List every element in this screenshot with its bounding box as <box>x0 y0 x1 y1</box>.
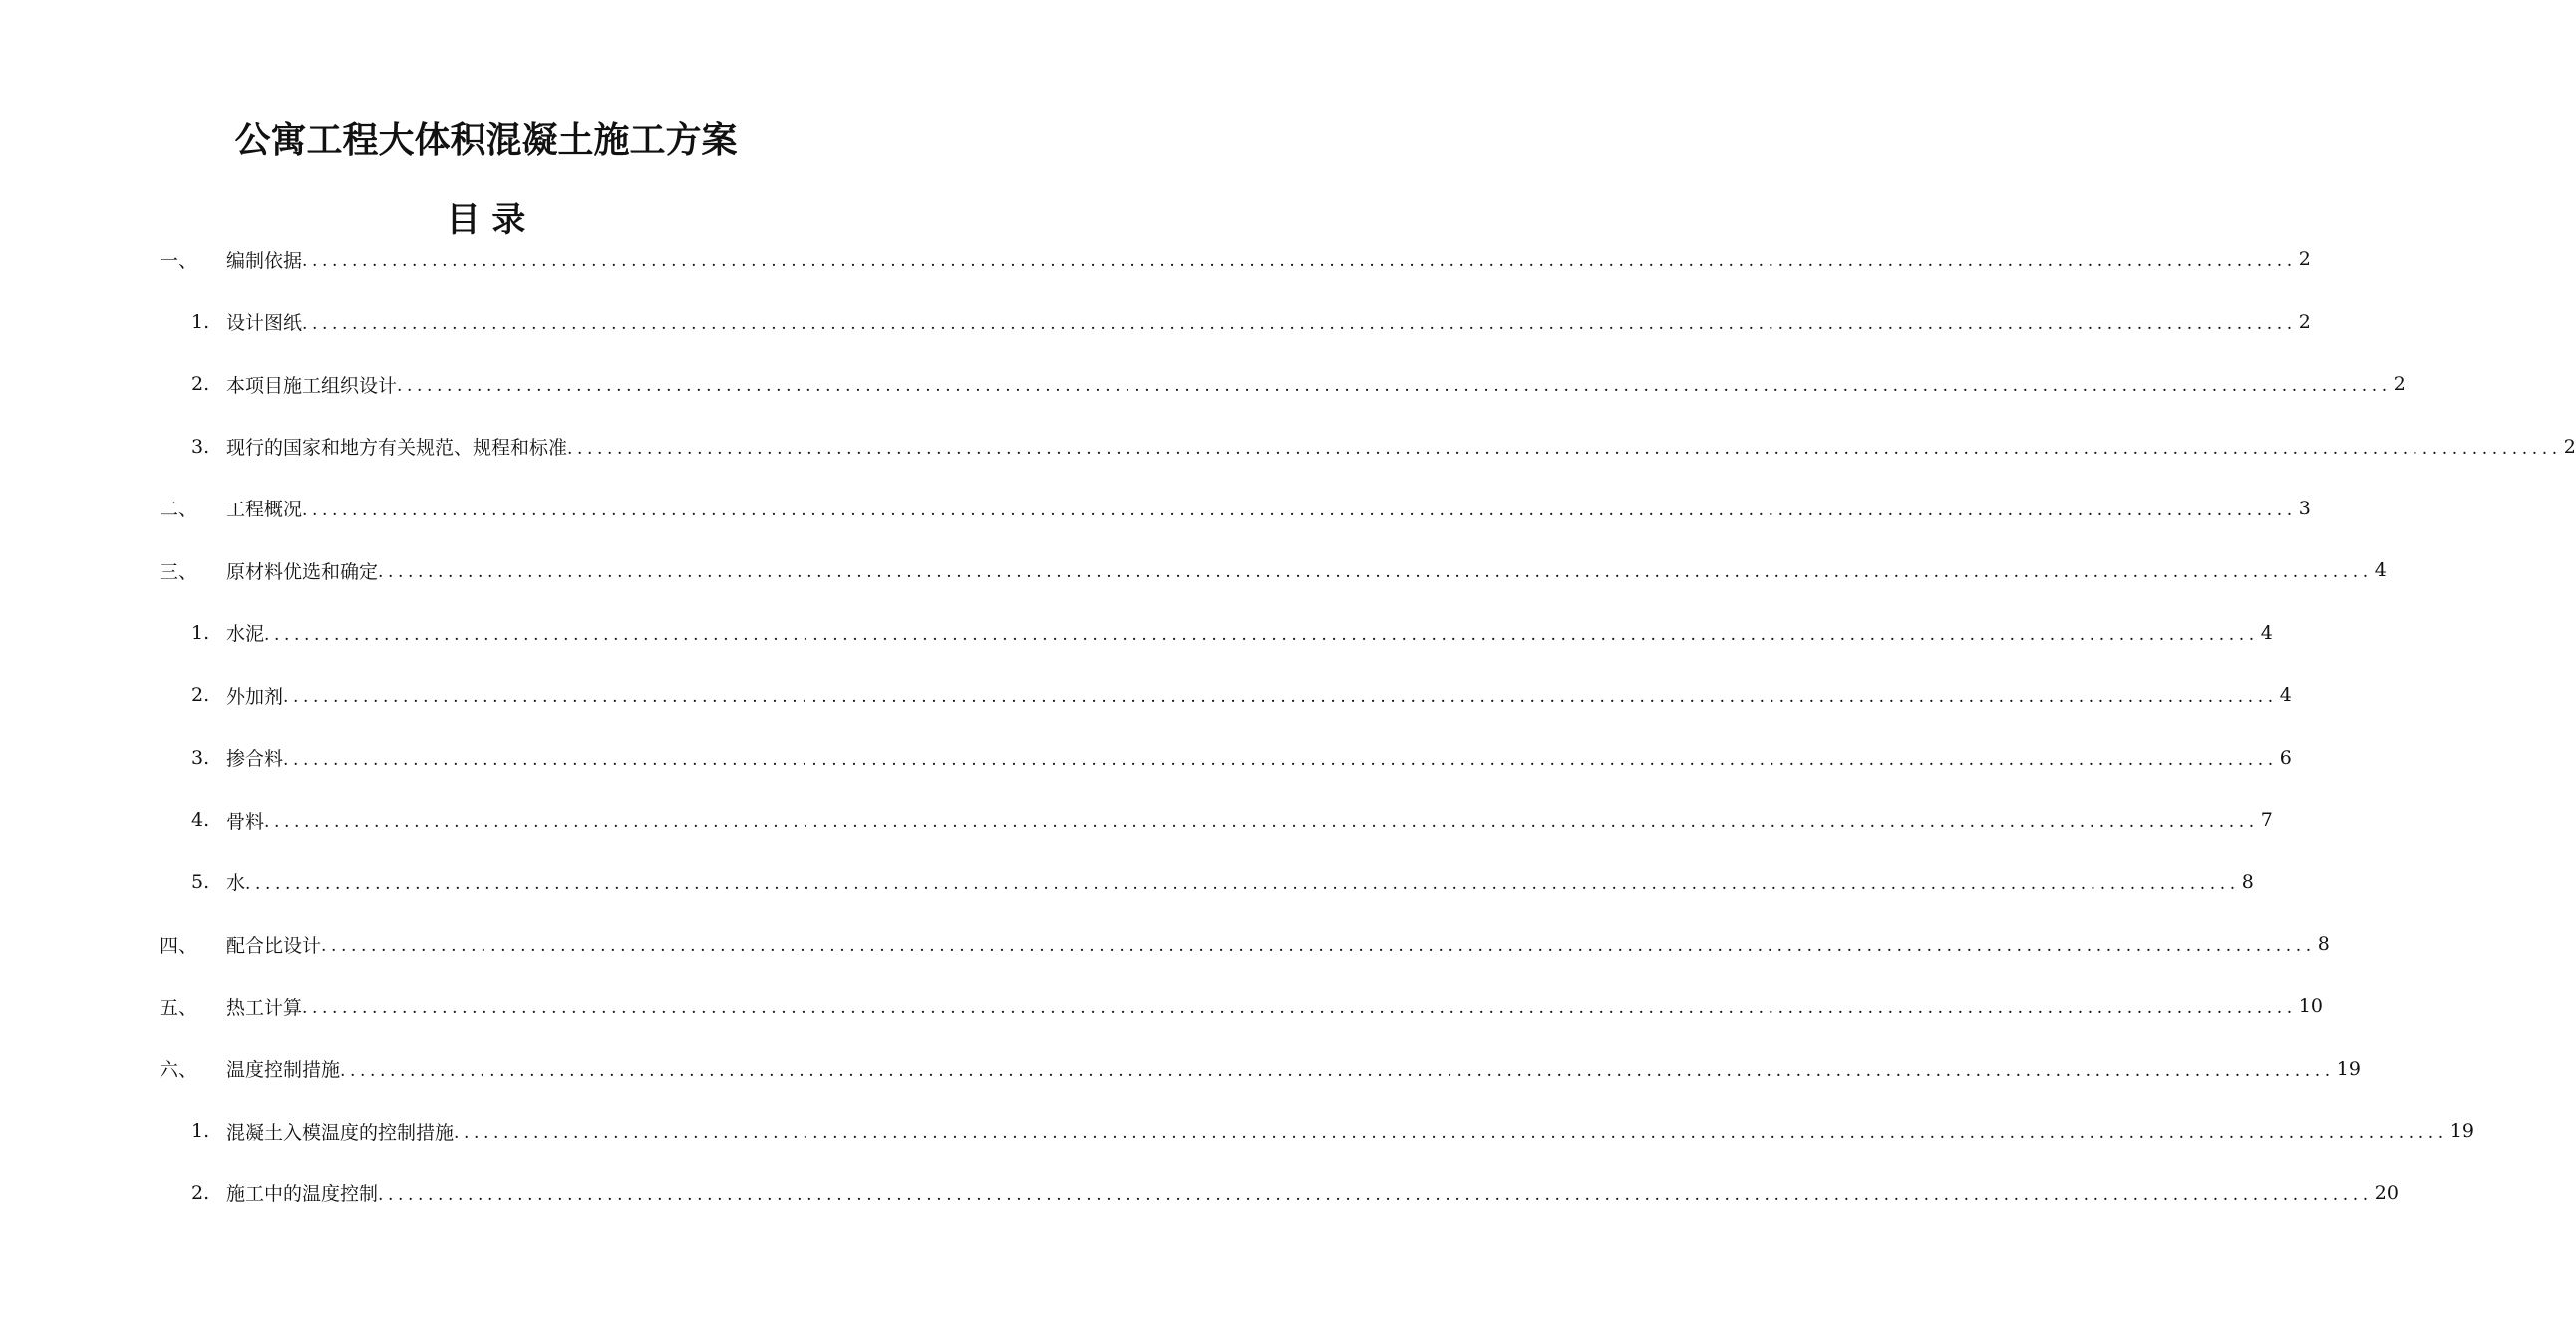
toc-entry[interactable] <box>160 290 2311 352</box>
toc-entry[interactable] <box>160 727 2292 789</box>
toc-entry[interactable] <box>160 478 2311 539</box>
toc-entry-label: 本项目施工组织设计 <box>226 374 398 397</box>
toc-entry-label: 骨料 <box>226 810 265 833</box>
toc-entry[interactable] <box>160 913 2330 975</box>
toc-entry[interactable] <box>160 664 2292 726</box>
toc-entry-page: 4 <box>2279 684 2292 707</box>
toc-entry-label: 水泥 <box>226 623 265 646</box>
toc-entry-page: 19 <box>2336 1057 2361 1080</box>
toc-entry-label: 工程概况 <box>226 499 303 521</box>
toc-entry-number: 5. <box>191 870 210 893</box>
toc-entry-number: 四、 <box>160 934 198 957</box>
toc-entry-number: 1. <box>191 310 210 333</box>
toc-entry-label: 外加剂 <box>226 685 284 708</box>
toc-dot-leader: ........................................................................................................................................................................................................ <box>302 998 2297 1019</box>
toc-dot-leader: ........................................................................................................................................................................................................ <box>264 812 2259 833</box>
toc-entry-label: 编制依据 <box>226 249 303 272</box>
toc-dot-leader: ........................................................................................................................................................................................................ <box>321 936 2316 957</box>
toc-entry-number: 1. <box>191 1120 210 1143</box>
toc-entry[interactable] <box>160 415 2576 477</box>
toc-entry-number: 二、 <box>160 499 198 521</box>
toc-entry-page: 8 <box>2241 870 2254 893</box>
document-title: 公寓工程大体积混凝土施工方案 <box>234 120 738 161</box>
toc-entry-label: 混凝土入模温度的控制措施 <box>226 1121 455 1144</box>
toc-dot-leader: ........................................................................................................................................................................................................ <box>283 749 2278 770</box>
toc-entry-label: 水 <box>226 872 246 895</box>
toc-dot-leader: ........................................................................................................................................................................................................ <box>302 313 2297 334</box>
toc-entry-label: 现行的国家和地方有关规范、规程和标准 <box>226 437 568 460</box>
toc-dot-leader: ........................................................................................................................................................................................................ <box>378 1184 2373 1205</box>
toc-entry-label: 施工中的温度控制 <box>226 1183 379 1206</box>
toc-entry-page: 8 <box>2317 933 2330 956</box>
toc-entry-page: 2 <box>2563 435 2576 458</box>
toc-entry-page: 6 <box>2279 746 2292 769</box>
toc-dot-leader: ........................................................................................................................................................................................................ <box>378 562 2373 583</box>
toc-dot-leader: ........................................................................................................................................................................................................ <box>264 624 2259 645</box>
toc-dot-leader: ........................................................................................................................................................................................................ <box>567 438 2562 459</box>
toc-entry-page: 4 <box>2374 559 2387 582</box>
toc-entry[interactable] <box>160 1163 2399 1224</box>
toc-dot-leader: ........................................................................................................................................................................................................ <box>397 376 2392 397</box>
toc-entry-label: 温度控制措施 <box>226 1059 341 1082</box>
toc-entry-number: 3. <box>191 746 210 769</box>
table-of-contents <box>160 228 2576 1224</box>
toc-entry-page: 2 <box>2298 248 2311 271</box>
toc-dot-leader: ........................................................................................................................................................................................................ <box>245 873 2240 894</box>
toc-entry-page: 3 <box>2298 497 2311 519</box>
toc-entry-page: 7 <box>2260 809 2273 832</box>
toc-entry-page: 2 <box>2298 310 2311 333</box>
toc-entry[interactable] <box>160 353 2406 415</box>
toc-entry-number: 五、 <box>160 996 198 1019</box>
toc-entry-number: 一、 <box>160 249 198 272</box>
toc-entry-number: 3. <box>191 435 210 458</box>
toc-entry-number: 2. <box>191 1181 210 1204</box>
toc-dot-leader: ........................................................................................................................................................................................................ <box>283 687 2278 708</box>
toc-entry[interactable] <box>160 789 2273 850</box>
toc-entry[interactable] <box>160 1038 2361 1100</box>
toc-entry[interactable] <box>160 1100 2474 1162</box>
toc-entry-page: 10 <box>2298 995 2323 1018</box>
toc-entry[interactable] <box>160 228 2311 290</box>
toc-entry-number: 六、 <box>160 1059 198 1082</box>
toc-entry-label: 配合比设计 <box>226 934 322 957</box>
toc-dot-leader: ........................................................................................................................................................................................................ <box>340 1060 2335 1081</box>
toc-entry-label: 原材料优选和确定 <box>226 560 379 583</box>
toc-dot-leader: ........................................................................................................................................................................................................ <box>302 500 2297 520</box>
toc-entry-page: 2 <box>2393 373 2406 396</box>
toc-entry-number: 2. <box>191 373 210 396</box>
toc-entry-label: 掺合料 <box>226 748 284 771</box>
toc-entry-page: 20 <box>2374 1181 2399 1204</box>
toc-entry-page: 19 <box>2449 1120 2474 1143</box>
toc-dot-leader: ........................................................................................................................................................................................................ <box>454 1123 2448 1144</box>
toc-entry[interactable] <box>160 539 2387 601</box>
toc-dot-leader: ........................................................................................................................................................................................................ <box>302 251 2297 272</box>
toc-entry-page: 4 <box>2260 621 2273 644</box>
toc-heading: 目 录 <box>446 200 526 240</box>
toc-entry[interactable] <box>160 975 2323 1037</box>
toc-entry[interactable] <box>160 602 2273 664</box>
toc-entry-number: 1. <box>191 621 210 644</box>
toc-entry-label: 热工计算 <box>226 996 303 1019</box>
toc-entry[interactable] <box>160 850 2254 912</box>
toc-entry-number: 4. <box>191 809 210 832</box>
toc-entry-number: 三、 <box>160 560 198 583</box>
toc-entry-label: 设计图纸 <box>226 312 303 335</box>
toc-entry-number: 2. <box>191 684 210 707</box>
